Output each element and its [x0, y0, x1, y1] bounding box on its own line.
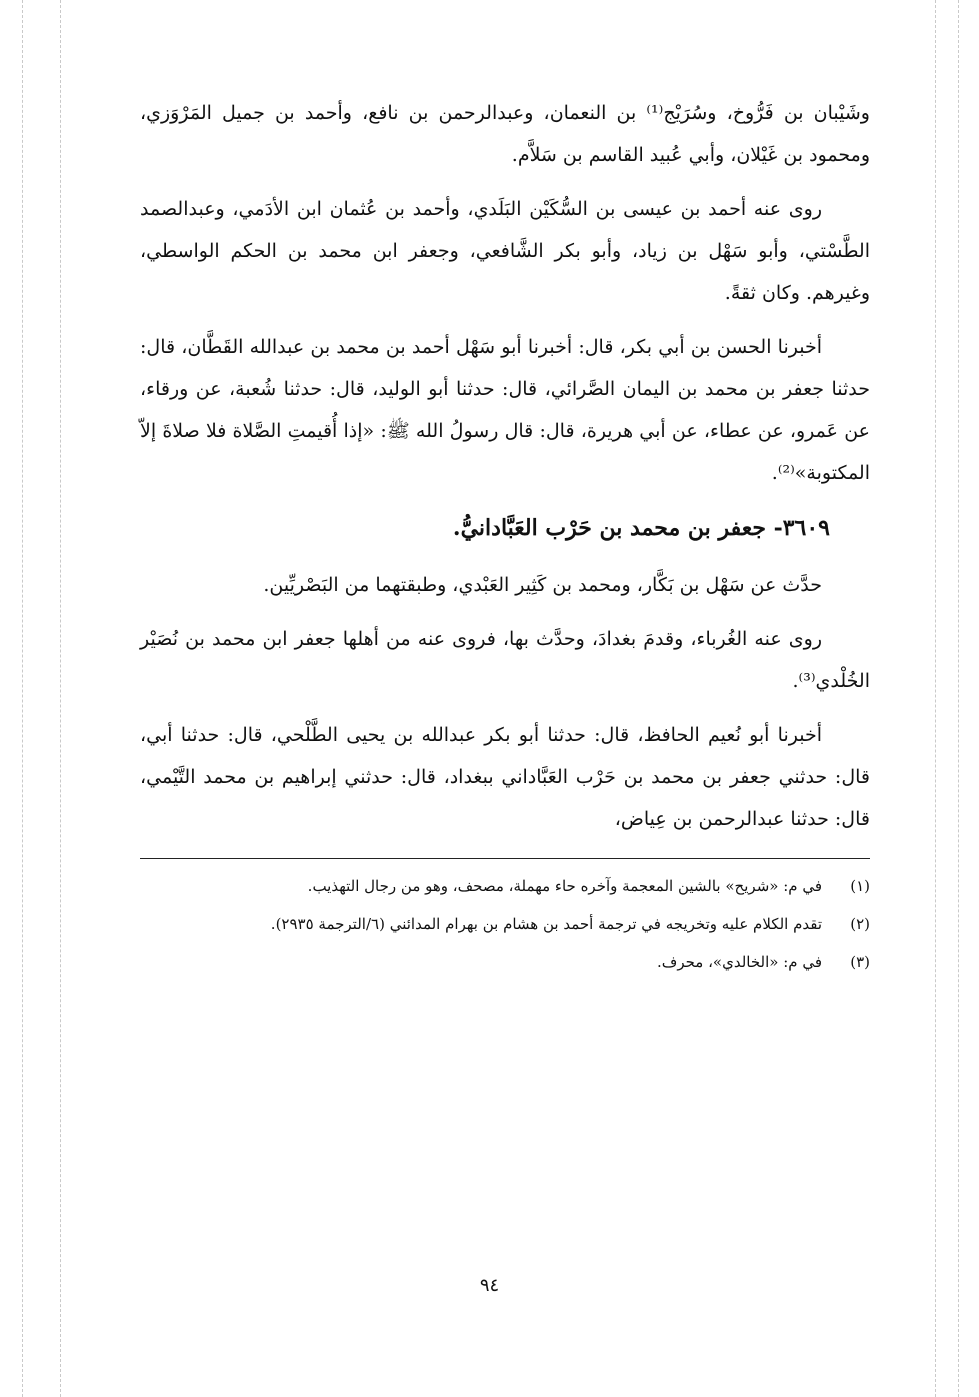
scan-margin-line [935, 0, 936, 1397]
footnote [140, 947, 870, 977]
scan-margin-line [22, 0, 23, 1397]
body-paragraph: روى عنه أحمد بن عيسى بن السُّكَيْن البَلَدي، وأحمد بن عُثمان ابن الأدَمي، وعبدالصمد الطَّسْتي، وأبو سَهْل بن زياد، وأبو بكر الشَّافعي، وجعفر ابن محمد بن الحكم الواسطي، وغيرهم. وكان ثقةً. [140, 198, 870, 304]
footnotes [140, 871, 870, 977]
footnote-number: (٢) [850, 915, 870, 933]
footnote-number: (٣) [850, 953, 870, 971]
body-paragraph: وشَيْبان بن فَرُّوخ، وسُرَيْج⁽¹⁾ بن النعمان، وعبدالرحمن بن نافع، وأحمد بن جميل المَرْوَزي، ومحمود بن غَيْلان، وأبي عُبيد القاسم بن سَلاَّم. [140, 102, 870, 166]
footnote-divider [140, 858, 870, 859]
page-number: ٩٤ [479, 1275, 500, 1296]
scan-margin-line [958, 0, 959, 1397]
footnote [140, 909, 870, 939]
footnote-text: تقدم الكلام عليه وتخريجه في ترجمة أحمد بن هشام بن بهرام المدائني (٦/الترجمة ٢٩٣٥). [270, 915, 822, 933]
body-paragraph: حدَّث عن سَهْل بن بَكَّار، ومحمد بن كَثِير العَبْدي، وطبقتهما من البَصْريِّين. [263, 574, 822, 596]
entry-heading: ٣٦٠٩- جعفر بن محمد بن حَرْب العَبَّادانيُّ. [452, 515, 830, 541]
body-paragraph: أخبرنا الحسن بن أبي بكر، قال: أخبرنا أبو سَهْل أحمد بن محمد بن عبدالله القَطَّان، قال: حدثنا جعفر بن محمد بن اليمان الصَّرائي، قال: حدثنا أبو الوليد، قال: حدثنا شُعبة، عن ورقاء، عن عَمرو، عن عطاء، عن أبي هريرة، قال: قال رسولُ الله ﷺ: «إذا أُقيمتِ الصَّلاة فلا صلاةَ إلاّ المكتوبة»⁽²⁾. [140, 336, 870, 484]
body-paragraph: أخبرنا أبو نُعيم الحافظ، قال: حدثنا أبو بكر عبدالله بن يحيى الطَّلْحي، قال: حدثنا أبي، قال: حدثني جعفر بن محمد بن حَرْب العَبَّاداني ببغداد، قال: حدثني إبراهيم بن محمد التَّيْمي، قال: حدثنا عبدالرحمن بن عِياض، [140, 724, 870, 830]
body-paragraph: روى عنه الغُرباء، وقدمَ بغدادَ، وحدَّث بها، فروى عنه من أهلها جعفر ابن محمد بن نُصَيْر الخُلْدي⁽³⁾. [140, 628, 870, 692]
footnote-number: (١) [850, 877, 870, 895]
document-page [140, 92, 870, 985]
footnote-text: في م: «الخالدي»، محرف. [657, 953, 822, 971]
footnote-text: في م: «شريح» بالشين المعجمة وآخره حاء مهملة، مصحف، وهو من رجال التهذيب. [307, 877, 822, 895]
footnote [140, 871, 870, 901]
scan-margin-line [60, 0, 61, 1397]
